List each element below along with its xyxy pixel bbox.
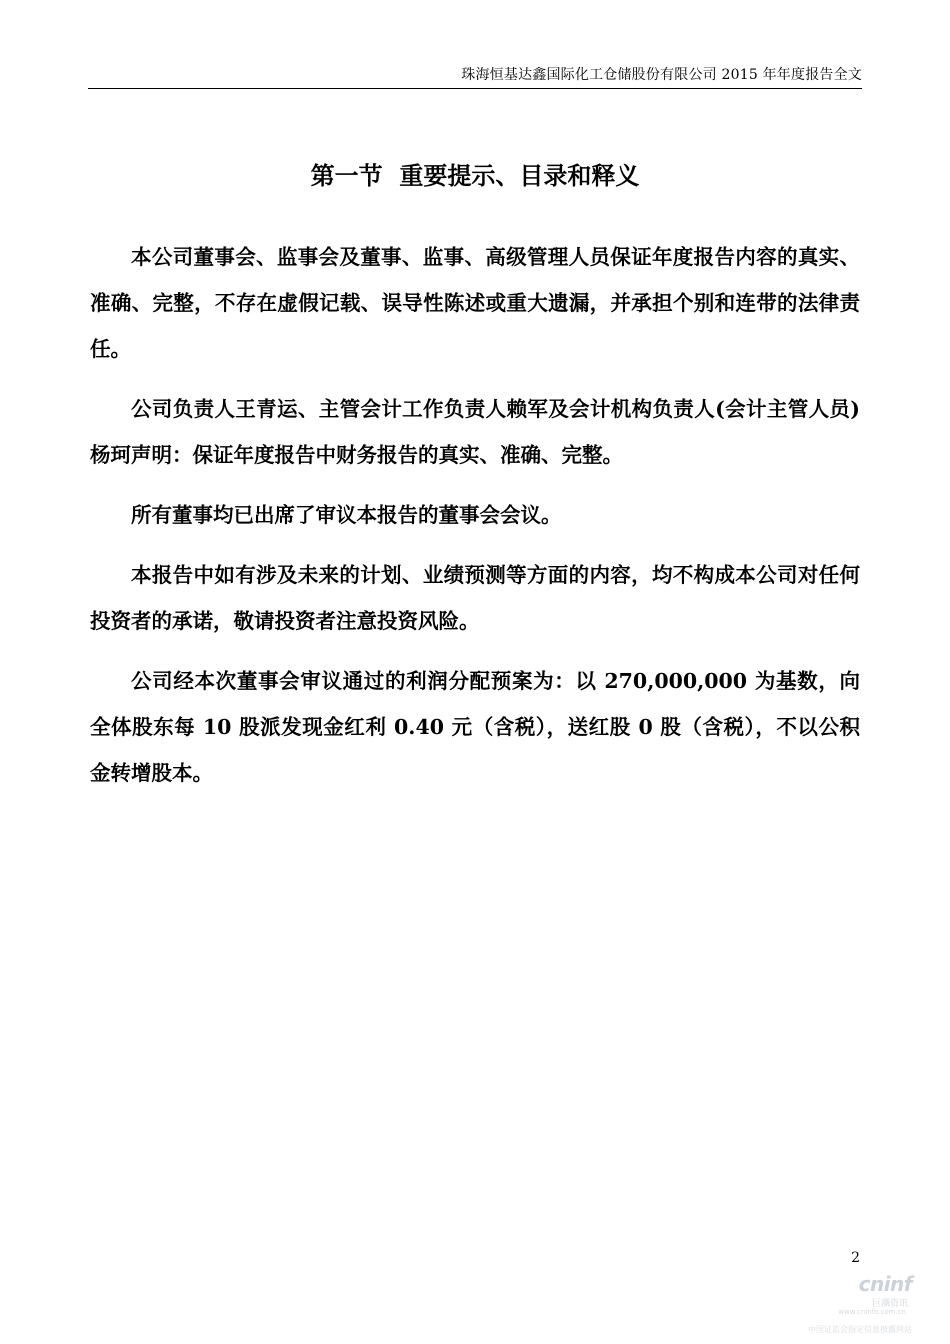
cninfo-watermark [808, 1272, 912, 1338]
paragraph-forward-looking: 本报告中如有涉及未来的计划、业绩预测等方面的内容，均不构成本公司对任何投资者的承诺，敬请投资者注意投资风险。 [90, 563, 860, 633]
watermark-logo: cninf [858, 1272, 912, 1296]
watermark-subtitle: 巨潮资讯 [871, 1299, 908, 1309]
paragraph-profit-distribution: 公司经本次董事会审议通过的利润分配预案为：以 270,000,000 为基数，向全体股东每 10 股派发现金红利 0.40 元（含税），送红股 0 股（含税），不以公积金转增股本。 [90, 669, 860, 785]
header-divider [88, 88, 862, 89]
paragraph-financial-statement: 公司负责人王青运、主管会计工作负责人赖军及会计机构负责人(会计主管人员)杨珂声明：保证年度报告中财务报告的真实、准确、完整。 [90, 397, 860, 467]
running-header: 珠海恒基达鑫国际化工仓储股份有限公司 2015 年年度报告全文 [461, 67, 862, 83]
page-number: 2 [851, 1250, 860, 1266]
document-body [90, 234, 860, 810]
paragraph-board-attendance: 所有董事均已出席了审议本报告的董事会会议。 [131, 503, 562, 527]
section-title: 第一节 重要提示、目录和释义 [310, 161, 640, 190]
paragraph-responsibility: 本公司董事会、监事会及董事、监事、高级管理人员保证年度报告内容的真实、准确、完整，不存在虚假记载、误导性陈述或重大遗漏，并承担个别和连带的法律责任。 [90, 245, 860, 361]
watermark-url: www.cninfo.com.cn [838, 1308, 906, 1316]
watermark-footnote: 中国证监会指定信息披露网站 [808, 1325, 912, 1334]
